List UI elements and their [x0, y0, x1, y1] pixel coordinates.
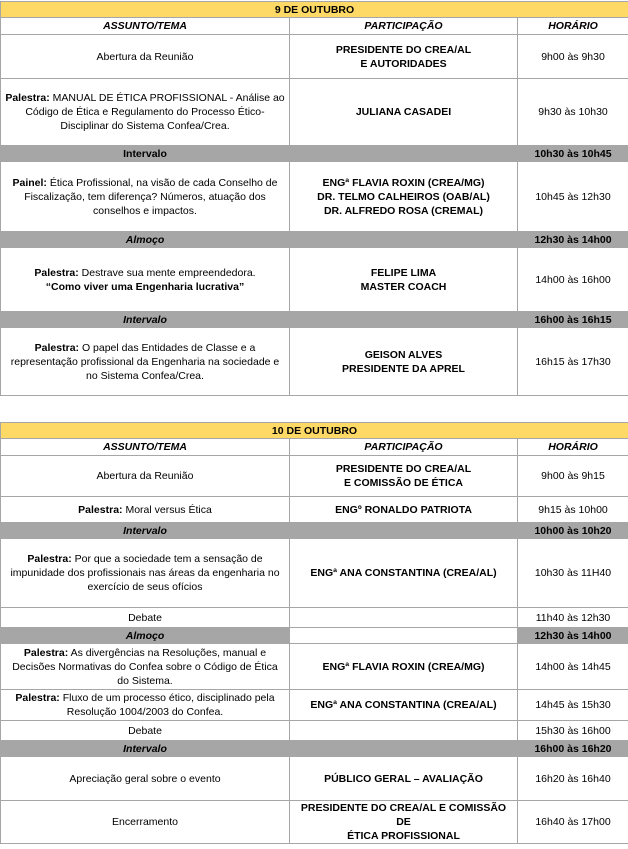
table-row — [1, 328, 628, 396]
participation-cell: GEISON ALVES PRESIDENTE DA APREL — [290, 328, 518, 396]
participation-cell: ENGª ANA CONSTANTINA (CREA/AL) — [290, 690, 518, 721]
topic-cell: Encerramento — [1, 801, 290, 844]
header-participation: PARTICIPAÇÃO — [290, 439, 518, 456]
time-cell: 10h00 às 10h20 — [518, 523, 628, 539]
time-cell: 14h00 às 14h45 — [518, 644, 628, 690]
header-row — [1, 18, 628, 35]
time-cell: 16h20 às 16h40 — [518, 757, 628, 801]
table-row — [1, 721, 628, 741]
participation-cell: PRESIDENTE DO CREA/AL E AUTORIDADES — [290, 35, 518, 79]
participation-cell: ENGª FLAVIA ROXIN (CREA/MG) DR. TELMO CALHEIROS (OAB/AL) DR. ALFREDO ROSA (CREMAL) — [290, 162, 518, 232]
break-row — [1, 741, 628, 757]
topic-cell: Palestra: Destrave sua mente empreendedora. “Como viver uma Engenharia lucrativa” — [1, 248, 290, 312]
table-row — [1, 79, 628, 146]
time-cell: 9h00 às 9h30 — [518, 35, 628, 79]
table-row — [1, 690, 628, 721]
schedule-table-day2 — [0, 422, 628, 844]
table-row — [1, 248, 628, 312]
break-row — [1, 523, 628, 539]
break-label: Almoço — [1, 232, 290, 248]
table-row — [1, 456, 628, 497]
break-label: Intervalo — [1, 146, 290, 162]
time-cell: 15h30 às 16h00 — [518, 721, 628, 741]
table-row — [1, 644, 628, 690]
time-cell: 14h45 às 15h30 — [518, 690, 628, 721]
table-row — [1, 539, 628, 608]
time-cell: 9h30 às 10h30 — [518, 79, 628, 146]
topic-cell: Palestra: Por que a sociedade tem a sensação de impunidade dos profissionais nas áreas da engenharia no exercício de seus ofícios — [1, 539, 290, 608]
time-cell: 10h30 às 11H40 — [518, 539, 628, 608]
participation-cell: PRESIDENTE DO CREA/AL E COMISSÃO DE ÉTICA — [290, 456, 518, 497]
time-cell: 16h40 às 17h00 — [518, 801, 628, 844]
participation-cell: FELIPE LIMA MASTER COACH — [290, 248, 518, 312]
participation-cell: ENGª FLAVIA ROXIN (CREA/MG) — [290, 644, 518, 690]
time-cell: 12h30 às 14h00 — [518, 232, 628, 248]
participation-cell: JULIANA CASADEI — [290, 79, 518, 146]
time-cell: 10h45 às 12h30 — [518, 162, 628, 232]
time-cell: 10h30 às 10h45 — [518, 146, 628, 162]
table-row — [1, 757, 628, 801]
time-cell: 16h00 às 16h20 — [518, 741, 628, 757]
topic-cell: Palestra: Moral versus Ética — [1, 497, 290, 523]
time-cell: 9h15 às 10h00 — [518, 497, 628, 523]
schedule-table-day1 — [0, 1, 628, 396]
topic-cell: Palestra: Fluxo de um processo ético, disciplinado pela Resolução 1004/2003 do Confea. — [1, 690, 290, 721]
table-row — [1, 162, 628, 232]
header-time: HORÁRIO — [518, 18, 628, 35]
break-label: Intervalo — [1, 523, 290, 539]
participation-cell: PRESIDENTE DO CREA/AL E COMISSÃO DE ÉTICA PROFISSIONAL — [290, 801, 518, 844]
day-title: 9 DE OUTUBRO — [1, 2, 628, 18]
participation-cell — [290, 608, 518, 628]
topic-cell: Apreciação geral sobre o evento — [1, 757, 290, 801]
header-topic: ASSUNTO/TEMA — [1, 439, 290, 456]
break-row — [1, 312, 628, 328]
day-title-row — [1, 423, 628, 439]
topic-cell: Palestra: As divergências na Resoluções, manual e Decisões Normativas do Confea sobre o Código de Ética do Sistema. — [1, 644, 290, 690]
topic-cell: Palestra: O papel das Entidades de Classe e a representação profissional da Engenharia na sociedade e no Sistema Confea/Crea. — [1, 328, 290, 396]
time-cell: 16h15 às 17h30 — [518, 328, 628, 396]
table-row — [1, 801, 628, 844]
table-row — [1, 497, 628, 523]
day-title-row — [1, 2, 628, 18]
participation-cell: ENGª ANA CONSTANTINA (CREA/AL) — [290, 539, 518, 608]
topic-cell: Debate — [1, 608, 290, 628]
break-label: Almoço — [1, 628, 290, 644]
participation-cell — [290, 721, 518, 741]
topic-cell: Palestra: MANUAL DE ÉTICA PROFISSIONAL - Análise ao Código de Ética e Regulamento do Processo Ético-Disciplinar do Sistema Confea/Crea. — [1, 79, 290, 146]
topic-cell: Painel: Ética Profissional, na visão de cada Conselho de Fiscalização, tem diferença? Números, atuação dos conselhos e impactos. — [1, 162, 290, 232]
header-time: HORÁRIO — [518, 439, 628, 456]
time-cell: 11h40 às 12h30 — [518, 608, 628, 628]
topic-cell: Abertura da Reunião — [1, 35, 290, 79]
topic-cell: Debate — [1, 721, 290, 741]
time-cell: 14h00 às 16h00 — [518, 248, 628, 312]
header-participation: PARTICIPAÇÃO — [290, 18, 518, 35]
table-row — [1, 35, 628, 79]
topic-cell: Abertura da Reunião — [1, 456, 290, 497]
break-row — [1, 232, 628, 248]
break-row — [1, 628, 628, 644]
break-label: Intervalo — [1, 312, 290, 328]
header-topic: ASSUNTO/TEMA — [1, 18, 290, 35]
participation-cell: ENGº RONALDO PATRIOTA — [290, 497, 518, 523]
table-row — [1, 608, 628, 628]
time-cell: 12h30 às 14h00 — [518, 628, 628, 644]
break-label: Intervalo — [1, 741, 290, 757]
participation-cell: PÚBLICO GERAL – AVALIAÇÃO — [290, 757, 518, 801]
header-row — [1, 439, 628, 456]
time-cell: 16h00 às 16h15 — [518, 312, 628, 328]
break-row — [1, 146, 628, 162]
time-cell: 9h00 às 9h15 — [518, 456, 628, 497]
day-title: 10 DE OUTUBRO — [1, 423, 628, 439]
